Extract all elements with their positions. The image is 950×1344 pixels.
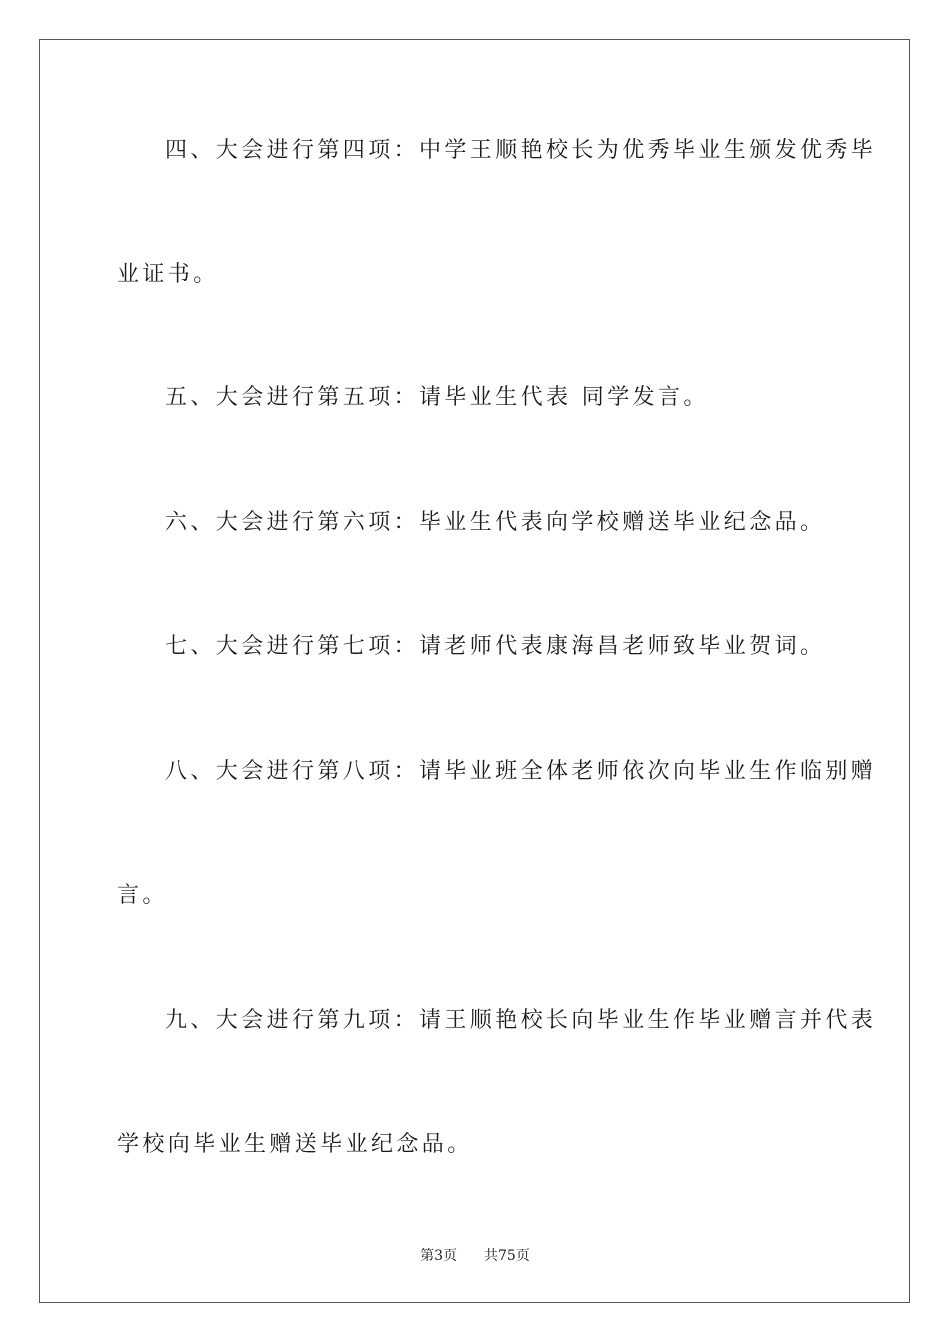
paragraph-item-8-line-1: 八、大会进行第八项：请毕业班全体老师依次向毕业生作临别赠: [165, 759, 877, 784]
paragraph-item-5: 五、大会进行第五项：请毕业生代表 同学发言。: [165, 385, 709, 410]
paragraph-item-9-line-2: 学校向毕业生赠送毕业纪念品。: [117, 1132, 473, 1157]
page-total: 共75页: [484, 1248, 530, 1264]
page-border: [39, 39, 910, 1303]
paragraph-item-4-line-2: 业证书。: [117, 262, 219, 287]
page-number: 第3页: [420, 1248, 458, 1264]
paragraph-item-4-line-1: 四、大会进行第四项：中学王顺艳校长为优秀毕业生颁发优秀毕: [165, 138, 877, 163]
paragraph-item-8-line-2: 言。: [117, 883, 168, 908]
paragraph-item-9-line-1: 九、大会进行第九项：请王顺艳校长向毕业生作毕业赠言并代表: [165, 1008, 877, 1033]
page-footer: [0, 1246, 950, 1266]
paragraph-item-7: 七、大会进行第七项：请老师代表康海昌老师致毕业贺词。: [165, 634, 826, 659]
paragraph-item-6: 六、大会进行第六项：毕业生代表向学校赠送毕业纪念品。: [165, 510, 826, 535]
